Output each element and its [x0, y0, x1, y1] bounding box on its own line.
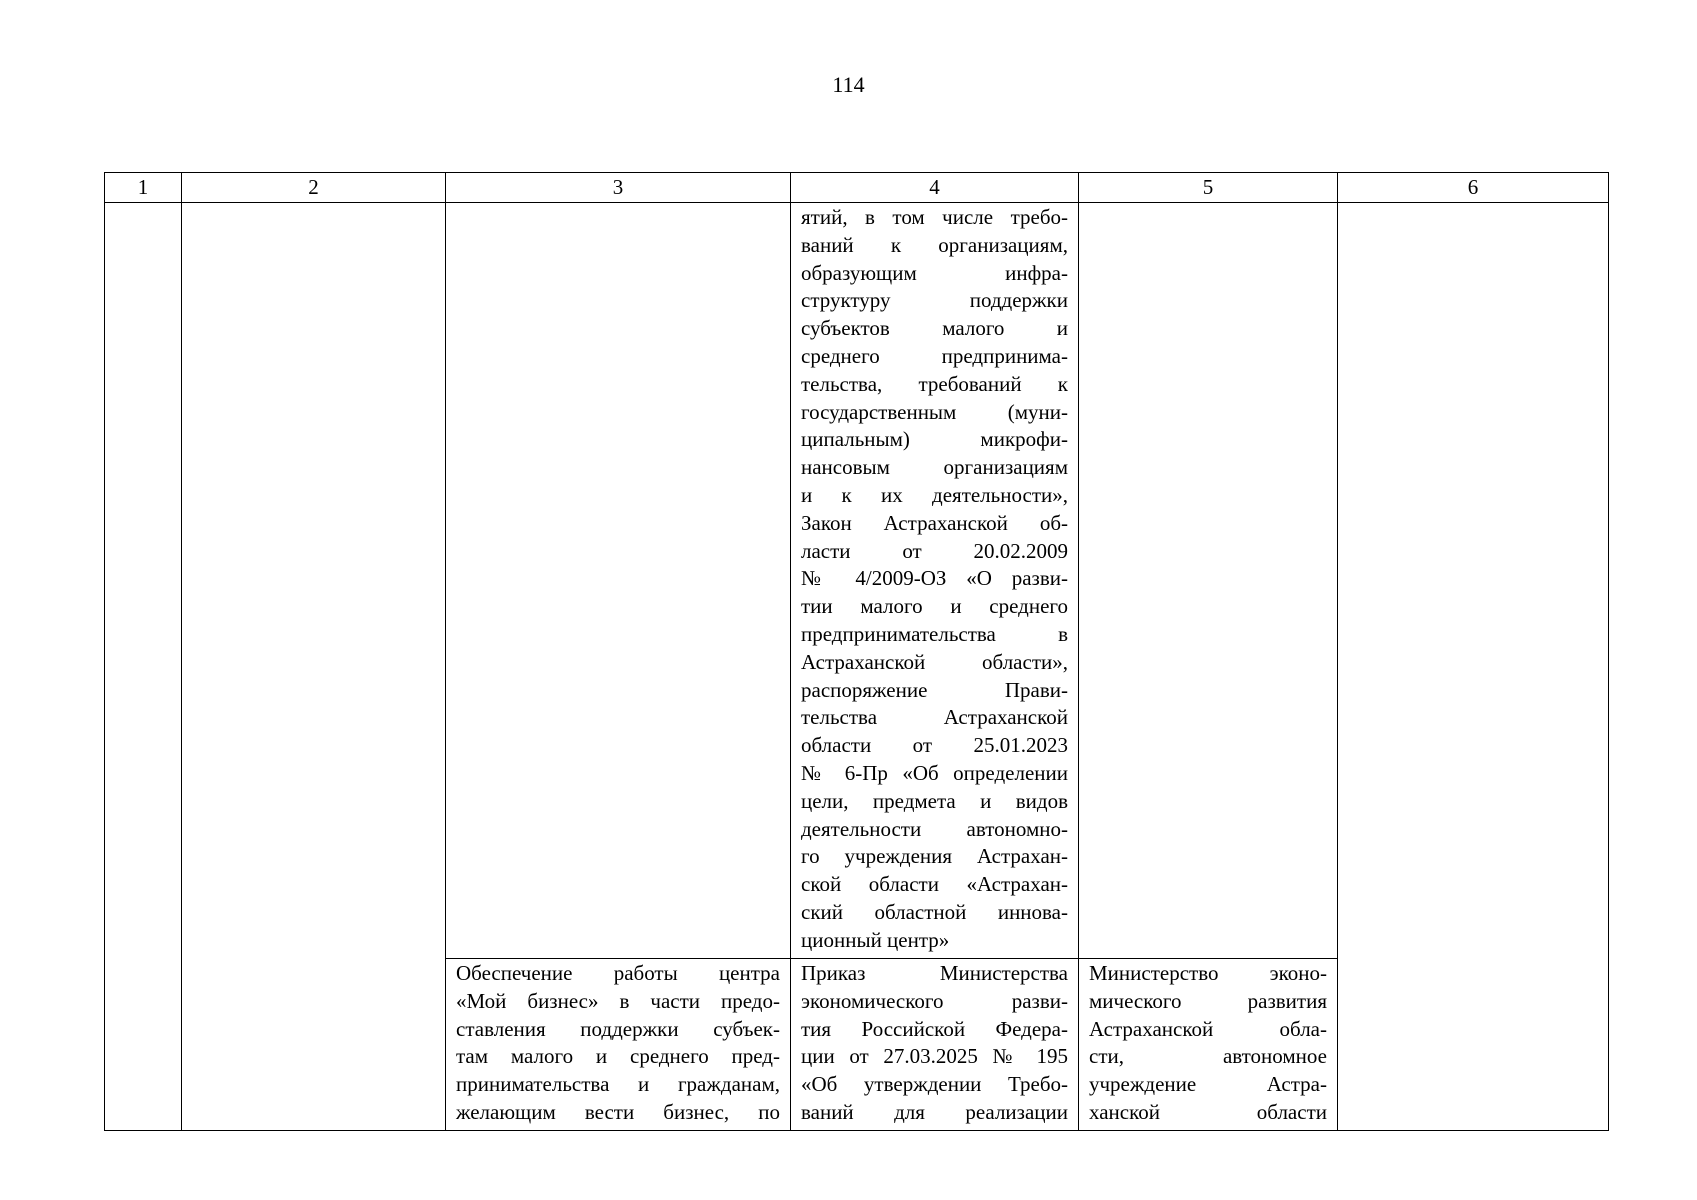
- text-line: предпринимательства в: [801, 621, 1068, 646]
- text-line: ской области «Астрахан-: [801, 872, 1068, 897]
- text-line: ципальным) микрофи-: [801, 427, 1068, 452]
- text-line: желающим вести бизнес, по: [456, 1099, 780, 1124]
- text-line: «Мой бизнес» в части предо-: [456, 988, 780, 1013]
- text-line: № 4/2009-ОЗ «О разви-: [801, 566, 1068, 591]
- text-line: ский областной иннова-: [801, 899, 1068, 924]
- text-line: субъектов малого и: [801, 316, 1068, 341]
- text-line: Приказ Министерства: [801, 961, 1068, 985]
- text-line: области от 25.01.2023: [801, 733, 1068, 758]
- text-line: Закон Астраханской об-: [801, 510, 1068, 535]
- legal-basis-text: [791, 203, 1078, 955]
- text-line: принимательства и гражданам,: [456, 1072, 780, 1097]
- text-line: № 6-Пр «Об определении: [801, 760, 1068, 785]
- text-line: распоряжение Прави-: [801, 677, 1068, 702]
- text-line: нансовым организациям: [801, 455, 1068, 480]
- text-line: структуру поддержки: [801, 288, 1068, 313]
- activity-description-text: [446, 959, 790, 1127]
- text-line: ставления поддержки субъек-: [456, 1016, 780, 1041]
- column-number-row: [105, 173, 1609, 203]
- cell-col2: [182, 203, 446, 1131]
- column-header-6: 6: [1338, 173, 1609, 203]
- legal-basis-text: [791, 959, 1078, 1127]
- cell-col5-row1: [1079, 203, 1338, 959]
- cell-col4-row1: [791, 203, 1079, 959]
- text-line: ционный центр»: [801, 927, 950, 952]
- text-line: «Об утверждении Требо-: [801, 1072, 1068, 1097]
- column-header-2: 2: [182, 173, 446, 203]
- text-line: среднего предпринима-: [801, 343, 1068, 368]
- text-line: и к их деятельности»,: [801, 482, 1068, 507]
- cell-col5-row2: [1079, 959, 1338, 1131]
- text-line: Астраханской обла-: [1089, 1016, 1327, 1041]
- text-line: тельства, требований к: [801, 371, 1068, 396]
- text-line: учреждение Астра-: [1089, 1072, 1327, 1097]
- cell-col1: [105, 203, 182, 1131]
- text-line: ласти от 20.02.2009: [801, 538, 1068, 563]
- text-line: ваний для реализации: [801, 1099, 1068, 1124]
- table-row: [105, 203, 1609, 959]
- text-line: мического развития: [1089, 988, 1327, 1013]
- text-line: экономического разви-: [801, 988, 1068, 1013]
- text-line: Астраханской области»,: [801, 649, 1068, 674]
- text-line: ханской области: [1089, 1099, 1327, 1124]
- text-line: сти, автономное: [1089, 1044, 1327, 1069]
- cell-col6: [1338, 203, 1609, 1131]
- text-line: тельства Астраханской: [801, 705, 1068, 730]
- column-header-4: 4: [791, 173, 1079, 203]
- text-line: Министерство эконо-: [1089, 961, 1327, 985]
- text-line: Обеспечение работы центра: [456, 961, 780, 985]
- document-table: [104, 172, 1609, 1131]
- column-header-1: 1: [105, 173, 182, 203]
- column-header-5: 5: [1079, 173, 1338, 203]
- text-line: деятельности автономно-: [801, 816, 1068, 841]
- cell-col3-row1: [446, 203, 791, 959]
- column-header-3: 3: [446, 173, 791, 203]
- text-line: го учреждения Астрахан-: [801, 844, 1068, 869]
- responsible-executor-text: [1079, 959, 1337, 1127]
- text-line: тии малого и среднего: [801, 594, 1068, 619]
- text-line: ваний к организациям,: [801, 232, 1068, 257]
- cell-col3-row2: [446, 959, 791, 1131]
- cell-col4-row2: [791, 959, 1079, 1131]
- text-line: ции от 27.03.2025 № 195: [801, 1044, 1068, 1069]
- text-line: тия Российской Федера-: [801, 1016, 1068, 1041]
- text-line: ятий, в том числе требо-: [801, 205, 1068, 229]
- text-line: цели, предмета и видов: [801, 788, 1068, 813]
- text-line: образующим инфра-: [801, 260, 1068, 285]
- page-number: 114: [832, 72, 865, 97]
- text-line: государственным (муни-: [801, 399, 1068, 424]
- text-line: там малого и среднего пред-: [456, 1044, 780, 1069]
